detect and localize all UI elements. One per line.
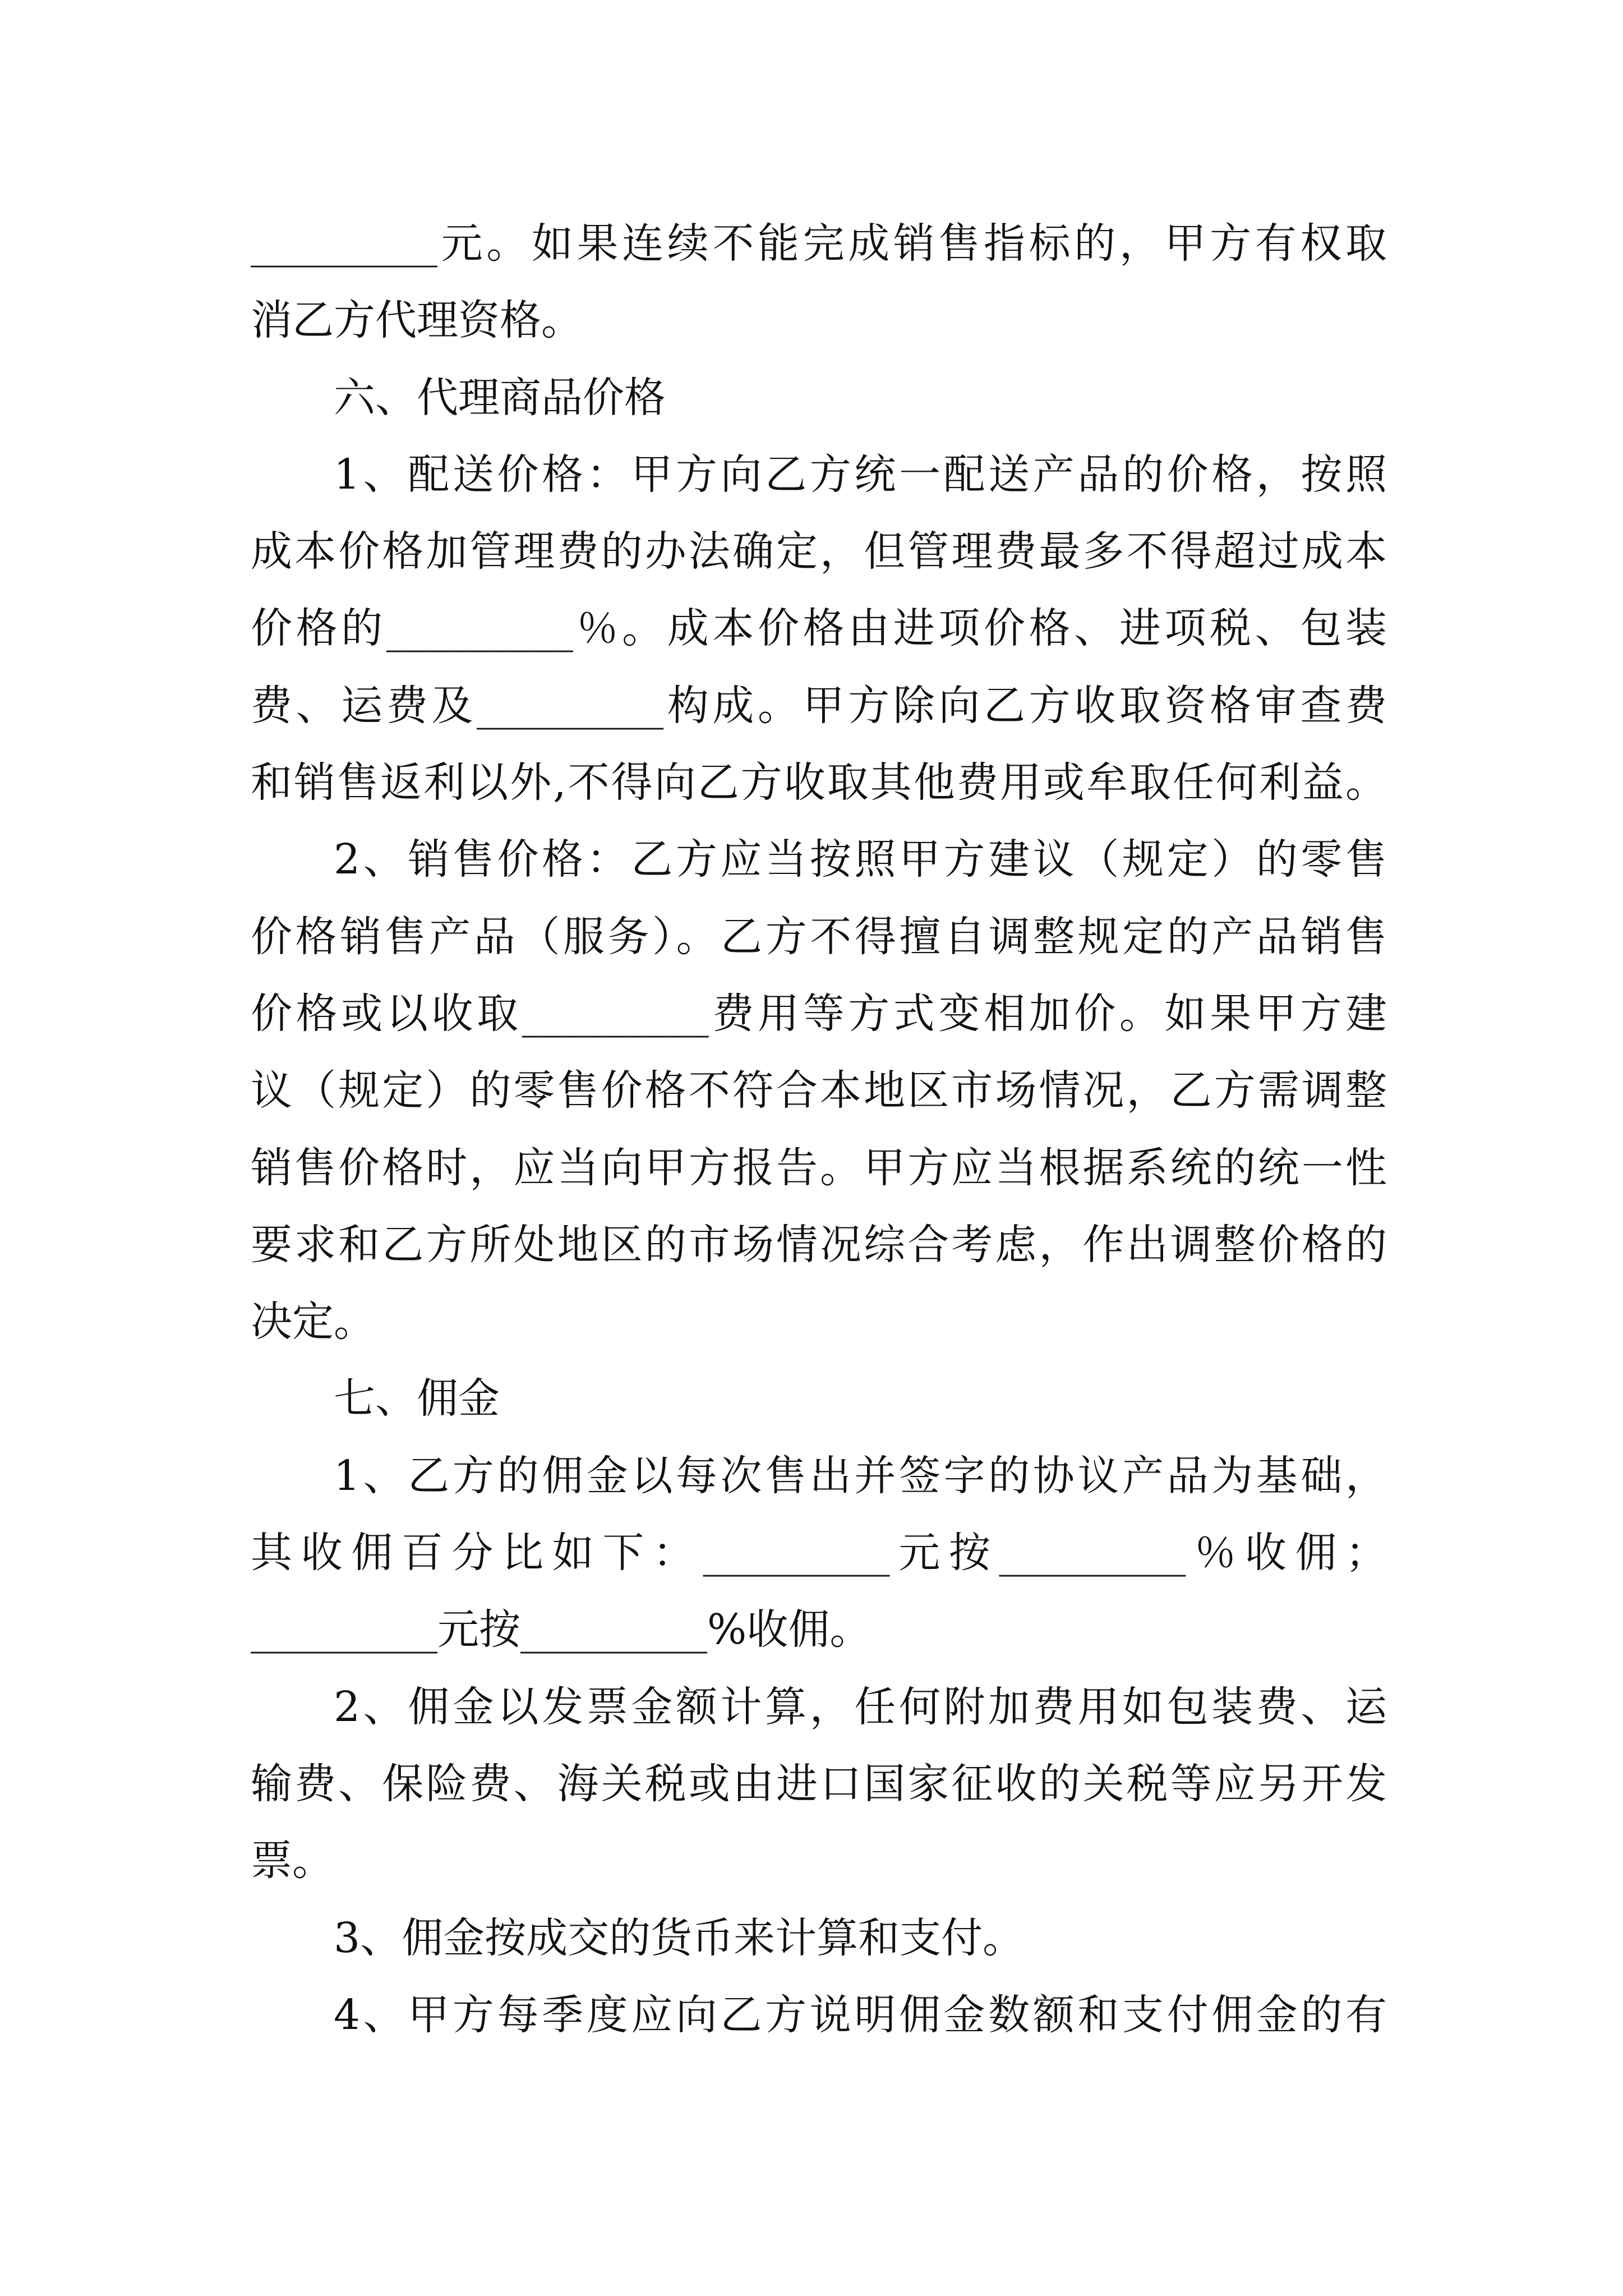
text-line: 2、佣金以发票金额计算，任何附加费用如包装费、运 [334, 1682, 1387, 1731]
text-line: 要求和乙方所处地区的市场情况综合考虑，作出调整价格的 [251, 1220, 1387, 1269]
text-line: 价格或以收取_________费用等方式变相加价。如果甲方建 [251, 989, 1387, 1038]
text-line: 票。 [251, 1837, 334, 1885]
text-line: 3、佣金按成交的货币来计算和支付。 [334, 1913, 1025, 1962]
paragraph-sales-target-continued [251, 205, 1387, 360]
text-line: 消乙方代理资格。 [251, 296, 583, 345]
text-line: 决定。 [251, 1297, 375, 1346]
text-line: 销售价格时，应当向甲方报告。甲方应当根据系统的统一性 [251, 1143, 1387, 1192]
text-line: 输费、保险费、海关税或由进口国家征收的关税等应另开发 [251, 1759, 1387, 1808]
paragraph-sales-price [251, 821, 1387, 1360]
paragraph-commission-invoice [251, 1669, 1387, 1900]
text-line: 价格销售产品（服务）。乙方不得擅自调整规定的产品销售 [251, 912, 1387, 961]
text-line: 价格的_________％。成本价格由进项价格、进项税、包装 [251, 604, 1387, 653]
text-line: _________元按_________%收佣。 [251, 1605, 872, 1654]
text-line: 1、乙方的佣金以每次售出并签字的协议产品为基础， [334, 1451, 1387, 1500]
section-heading: 七、佣金 [334, 1374, 500, 1423]
document-body [251, 205, 1387, 2054]
section-heading: 六、代理商品价格 [334, 373, 666, 422]
paragraph-commission-statement [251, 1977, 1387, 2054]
section-heading-price [251, 360, 1387, 436]
text-line: 1、配送价格：甲方向乙方统一配送产品的价格，按照 [334, 450, 1387, 499]
text-line: 费、运费及_________构成。甲方除向乙方收取资格审查费 [251, 681, 1387, 730]
text-line: 其收佣百分比如下：_________元按_________％收佣； [251, 1529, 1387, 1577]
text-line: _________元。如果连续不能完成销售指标的，甲方有权取 [251, 219, 1387, 268]
text-line: 成本价格加管理费的办法确定，但管理费最多不得超过成本 [251, 527, 1387, 576]
text-line: 议（规定）的零售价格不符合本地区市场情况，乙方需调整 [251, 1066, 1387, 1115]
text-line: 和销售返利以外,不得向乙方收取其他费用或牟取任何利益。 [251, 758, 1387, 807]
text-line: 2、销售价格：乙方应当按照甲方建议（规定）的零售 [334, 835, 1387, 884]
paragraph-delivery-price [251, 436, 1387, 821]
paragraph-commission-rate [251, 1438, 1387, 1669]
paragraph-commission-currency [251, 1900, 1387, 1977]
section-heading-commission [251, 1360, 1387, 1437]
text-line: 4、甲方每季度应向乙方说明佣金数额和支付佣金的有 [334, 1990, 1387, 2039]
